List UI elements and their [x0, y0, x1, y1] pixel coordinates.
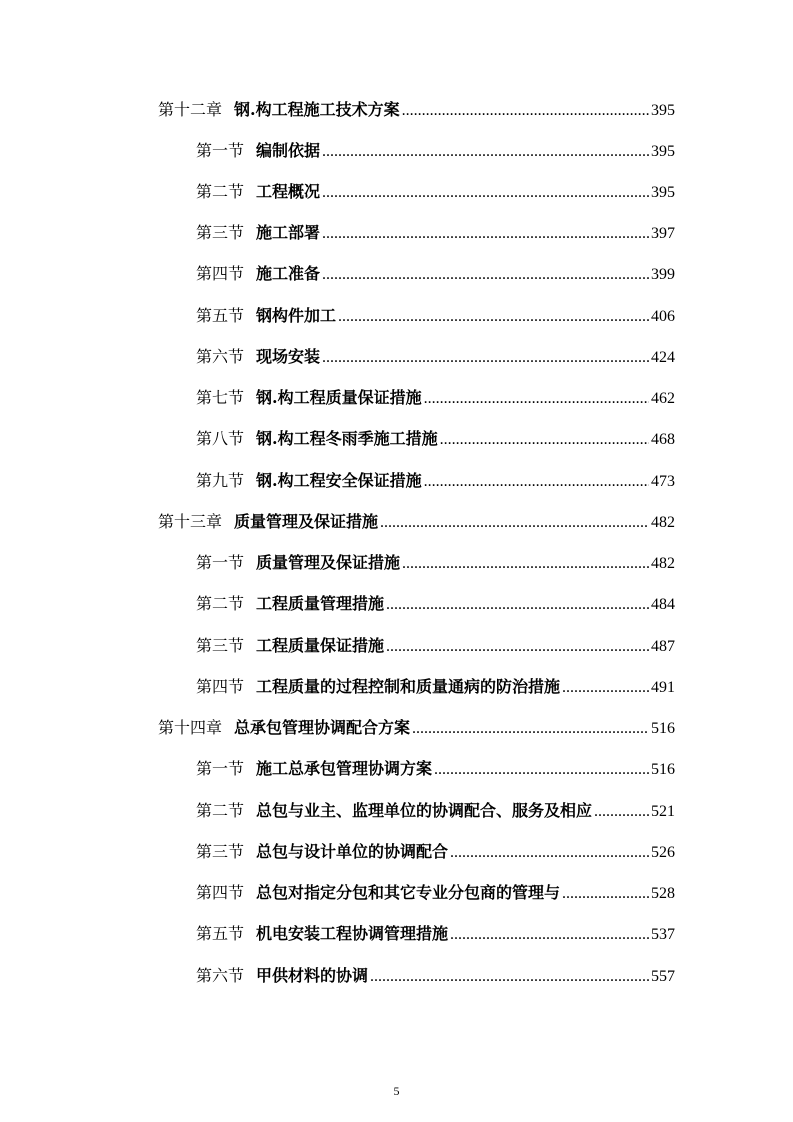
toc-number: 第九节 [196, 471, 245, 490]
toc-number: 第一节 [196, 759, 245, 778]
toc-page: 395 [651, 184, 675, 201]
dot-leader [562, 676, 649, 700]
toc-page: 462 [651, 390, 675, 407]
toc-number: 第七节 [196, 388, 245, 407]
toc-title: 工程质量的过程控制和质量通病的防治措施 [256, 677, 561, 696]
toc-number: 第三节 [196, 223, 245, 242]
dot-leader [322, 140, 649, 164]
toc-section[interactable] [196, 345, 675, 369]
toc-page: 484 [651, 596, 675, 613]
toc-section[interactable] [196, 634, 675, 658]
toc-title: 总承包管理协调配合方案 [234, 718, 411, 737]
toc-section[interactable] [196, 262, 675, 286]
toc-chapter-13[interactable] [158, 510, 675, 534]
toc-title: 施工部署 [256, 223, 321, 242]
toc-number: 第五节 [196, 924, 245, 943]
toc-number: 第八节 [196, 429, 245, 448]
page-number: 5 [393, 1084, 400, 1098]
toc-number: 第五节 [196, 306, 245, 325]
toc-number: 第十四章 [158, 718, 223, 737]
toc-title: 钢.构工程质量保证措施 [256, 388, 422, 407]
toc-section[interactable] [196, 427, 675, 451]
toc-number: 第二节 [196, 594, 245, 613]
dot-leader [562, 882, 649, 906]
toc-title: 钢.构工程冬雨季施工措施 [256, 429, 438, 448]
toc-page: 482 [651, 555, 675, 572]
toc-number: 第六节 [196, 347, 245, 366]
toc-title: 总包与业主、监理单位的协调配合、服务及相应 [256, 801, 593, 820]
toc-number: 第四节 [196, 883, 245, 902]
toc-number: 第二节 [196, 801, 245, 820]
toc-title: 总包与设计单位的协调配合 [256, 842, 449, 861]
dot-leader [424, 387, 649, 411]
toc-chapter-12[interactable] [158, 98, 675, 122]
toc-number: 第十三章 [158, 512, 223, 531]
toc-section[interactable] [196, 180, 675, 204]
dot-leader [424, 470, 649, 494]
toc-title: 机电安装工程协调管理措施 [256, 924, 449, 943]
toc-section[interactable] [196, 551, 675, 575]
dot-leader [440, 428, 649, 452]
toc-section[interactable] [196, 881, 675, 905]
toc-page: 395 [651, 143, 675, 160]
toc-page: 395 [651, 102, 675, 119]
toc-page: 526 [651, 844, 675, 861]
toc-title: 甲供材料的协调 [256, 966, 369, 985]
toc-title: 编制依据 [256, 141, 321, 160]
toc-section[interactable] [196, 757, 675, 781]
toc-page: 424 [651, 349, 675, 366]
toc-section[interactable] [196, 922, 675, 946]
dot-leader [402, 552, 649, 576]
toc-page: 521 [651, 803, 675, 820]
toc-section[interactable] [196, 386, 675, 410]
toc-section[interactable] [196, 221, 675, 245]
dot-leader [380, 511, 649, 535]
toc-section[interactable] [196, 840, 675, 864]
toc-section[interactable] [196, 799, 675, 823]
toc-title: 质量管理及保证措施 [256, 553, 401, 572]
dot-leader [322, 222, 649, 246]
dot-leader [370, 965, 649, 989]
toc-page: 482 [651, 514, 675, 531]
toc-title: 现场安装 [256, 347, 321, 366]
toc-title: 钢构件加工 [256, 306, 337, 325]
toc-page: 406 [651, 308, 675, 325]
dot-leader [322, 263, 649, 287]
dot-leader [434, 758, 649, 782]
dot-leader [322, 181, 649, 205]
toc-number: 第四节 [196, 677, 245, 696]
toc-number: 第一节 [196, 141, 245, 160]
toc-page: 516 [651, 761, 675, 778]
toc-page: 491 [651, 679, 675, 696]
toc-page: 516 [651, 720, 675, 737]
toc-page: 557 [651, 968, 675, 985]
dot-leader [402, 99, 649, 123]
toc-number: 第十二章 [158, 100, 223, 119]
toc-section[interactable] [196, 469, 675, 493]
toc-page: 537 [651, 926, 675, 943]
dot-leader [386, 635, 649, 659]
toc-title: 施工总承包管理协调方案 [256, 759, 433, 778]
toc-title: 施工准备 [256, 264, 321, 283]
toc-title: 钢.构工程安全保证措施 [256, 471, 422, 490]
toc-number: 第三节 [196, 636, 245, 655]
toc-number: 第一节 [196, 553, 245, 572]
toc-number: 第三节 [196, 842, 245, 861]
toc-page: 468 [651, 431, 675, 448]
toc-section[interactable] [196, 304, 675, 328]
toc-title: 工程质量保证措施 [256, 636, 385, 655]
toc-title: 总包对指定分包和其它专业分包商的管理与 [256, 883, 561, 902]
toc-chapter-14[interactable] [158, 716, 675, 740]
dot-leader [338, 305, 649, 329]
toc-title: 工程质量管理措施 [256, 594, 385, 613]
dot-leader [594, 800, 649, 824]
toc-number: 第六节 [196, 966, 245, 985]
toc-number: 第二节 [196, 182, 245, 201]
toc-page: 528 [651, 885, 675, 902]
toc-section[interactable] [196, 592, 675, 616]
toc-section[interactable] [196, 139, 675, 163]
toc-number: 第四节 [196, 264, 245, 283]
toc-page: 473 [651, 473, 675, 490]
dot-leader [322, 346, 649, 370]
dot-leader [450, 841, 649, 865]
toc-title: 质量管理及保证措施 [234, 512, 379, 531]
toc-page: 399 [651, 266, 675, 283]
toc-page: 487 [651, 638, 675, 655]
toc-title: 钢.构工程施工技术方案 [234, 100, 400, 119]
toc-section[interactable] [196, 675, 675, 699]
toc-section[interactable] [196, 964, 675, 988]
toc-title: 工程概况 [256, 182, 321, 201]
toc-page: 397 [651, 225, 675, 242]
dot-leader [412, 717, 649, 741]
dot-leader [386, 593, 649, 617]
dot-leader [450, 923, 649, 947]
